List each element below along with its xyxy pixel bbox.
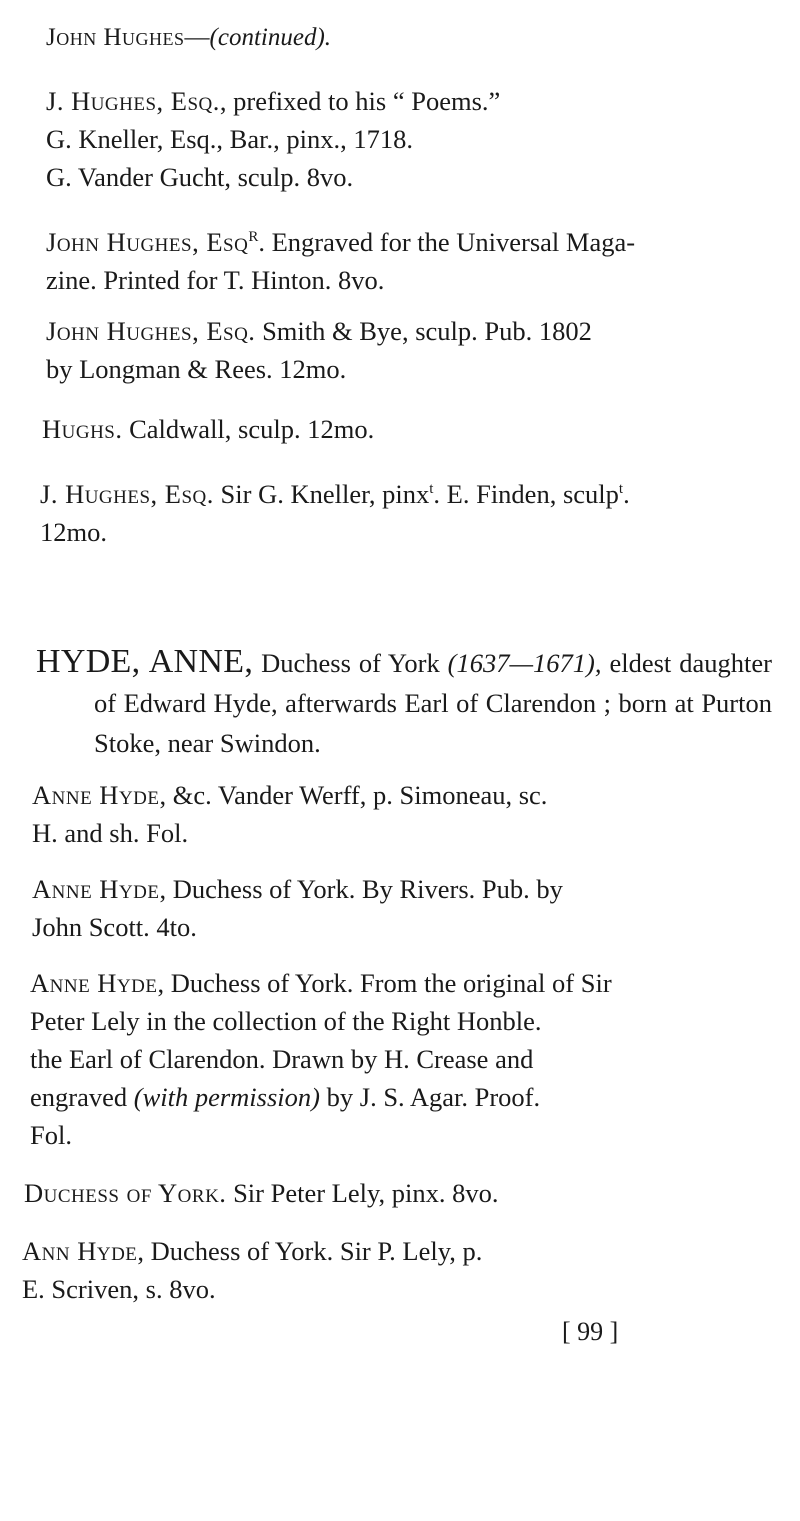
entry-line: Fol. <box>30 1120 72 1150</box>
entry-name: John Hughes, Esq. <box>46 316 256 346</box>
entry-text: , Duchess of York. Sir P. Lely, p. <box>137 1236 483 1266</box>
entry-name: J. Hughes, Esq. <box>40 478 214 509</box>
heading-name: HYDE, ANNE, <box>36 643 254 680</box>
entry-superscript: R <box>248 229 259 245</box>
entry-text: Smith & Bye, sculp. Pub. 1802 <box>255 316 592 346</box>
entry-line: 12mo. <box>40 516 107 547</box>
entry-line: the Earl of Clarendon. Drawn by H. Crease and <box>30 1044 534 1074</box>
header-name: John Hughes <box>46 24 185 51</box>
entry-name: Anne Hyde <box>32 780 160 810</box>
hughes-entry-5 <box>40 470 784 551</box>
hughes-entry-1 <box>46 82 746 196</box>
heading-text: Duchess of York <box>253 648 448 678</box>
entry-line: E. Scriven, s. 8vo. <box>22 1274 216 1304</box>
entry-text: , Duchess of York. From the original of Sir <box>157 968 612 998</box>
header-dash: — <box>184 24 210 51</box>
entry-name: Duchess of York. <box>24 1178 227 1208</box>
entry-text: engraved <box>30 1082 134 1112</box>
entry-name: Anne Hyde <box>32 874 160 904</box>
heading-dates: (1637—1671), <box>447 648 602 678</box>
entry-superscript: t <box>429 481 434 497</box>
hyde-entry-4 <box>24 1174 760 1212</box>
hyde-entry-5 <box>22 1232 622 1308</box>
entry-text: Sir G. Kneller, pinx <box>213 478 430 509</box>
entry-text: , &c. Vander Werff, p. Simoneau, sc. <box>159 780 548 810</box>
hughes-entry-4 <box>42 410 778 448</box>
entry-text: Sir Peter Lely, pinx. 8vo. <box>226 1178 499 1208</box>
hyde-entry-2 <box>32 870 768 946</box>
entry-line: John Scott. 4to. <box>32 912 197 942</box>
entry-text: by J. S. Agar. Proof. <box>320 1082 541 1112</box>
entry-text: . <box>623 478 630 509</box>
heading-text: eldest daughter of Edward Hyde, afterwards Earl of Clarendon ; born at Purton Stoke, near Swindon. <box>94 648 772 758</box>
header-continued: (continued). <box>209 24 332 51</box>
entry-text: . Engraved for the Universal Maga- <box>258 226 636 257</box>
entry-text: . E. Finden, sculp <box>433 478 619 509</box>
entry-line: G. Kneller, Esq., Bar., pinx., 1718. <box>46 124 413 154</box>
page-number: [ 99 ] <box>562 1317 619 1346</box>
entry-superscript: t <box>618 481 624 497</box>
hyde-heading <box>36 642 772 763</box>
entry-name: J. Hughes, Esq. <box>46 86 220 116</box>
entry-line: by Longman & Rees. 12mo. <box>46 354 347 384</box>
entry-line: zine. Printed for T. Hinton. 8vo. <box>46 264 385 295</box>
entry-text: , prefixed to his “ Poems.” <box>219 86 501 116</box>
entry-line: Peter Lely in the collection of the Right Honble. <box>30 1006 542 1036</box>
entry-text: Caldwall, sculp. 12mo. <box>122 414 375 444</box>
entry-text: , Duchess of York. By Rivers. Pub. by <box>159 874 563 904</box>
running-header <box>46 20 331 56</box>
hughes-entry-3 <box>46 312 782 388</box>
hyde-entry-3 <box>30 964 766 1154</box>
entry-line: G. Vander Gucht, sculp. 8vo. <box>46 162 354 192</box>
entry-name: Hughs. <box>42 414 123 444</box>
entry-name: Ann Hyde <box>22 1236 138 1266</box>
hughes-entry-2 <box>46 218 782 299</box>
entry-name: Anne Hyde <box>30 968 158 998</box>
entry-name: John Hughes, Esq <box>46 226 249 257</box>
entry-italic: (with permission) <box>133 1082 320 1112</box>
entry-line: H. and sh. Fol. <box>32 818 189 848</box>
hyde-entry-1 <box>32 776 768 852</box>
